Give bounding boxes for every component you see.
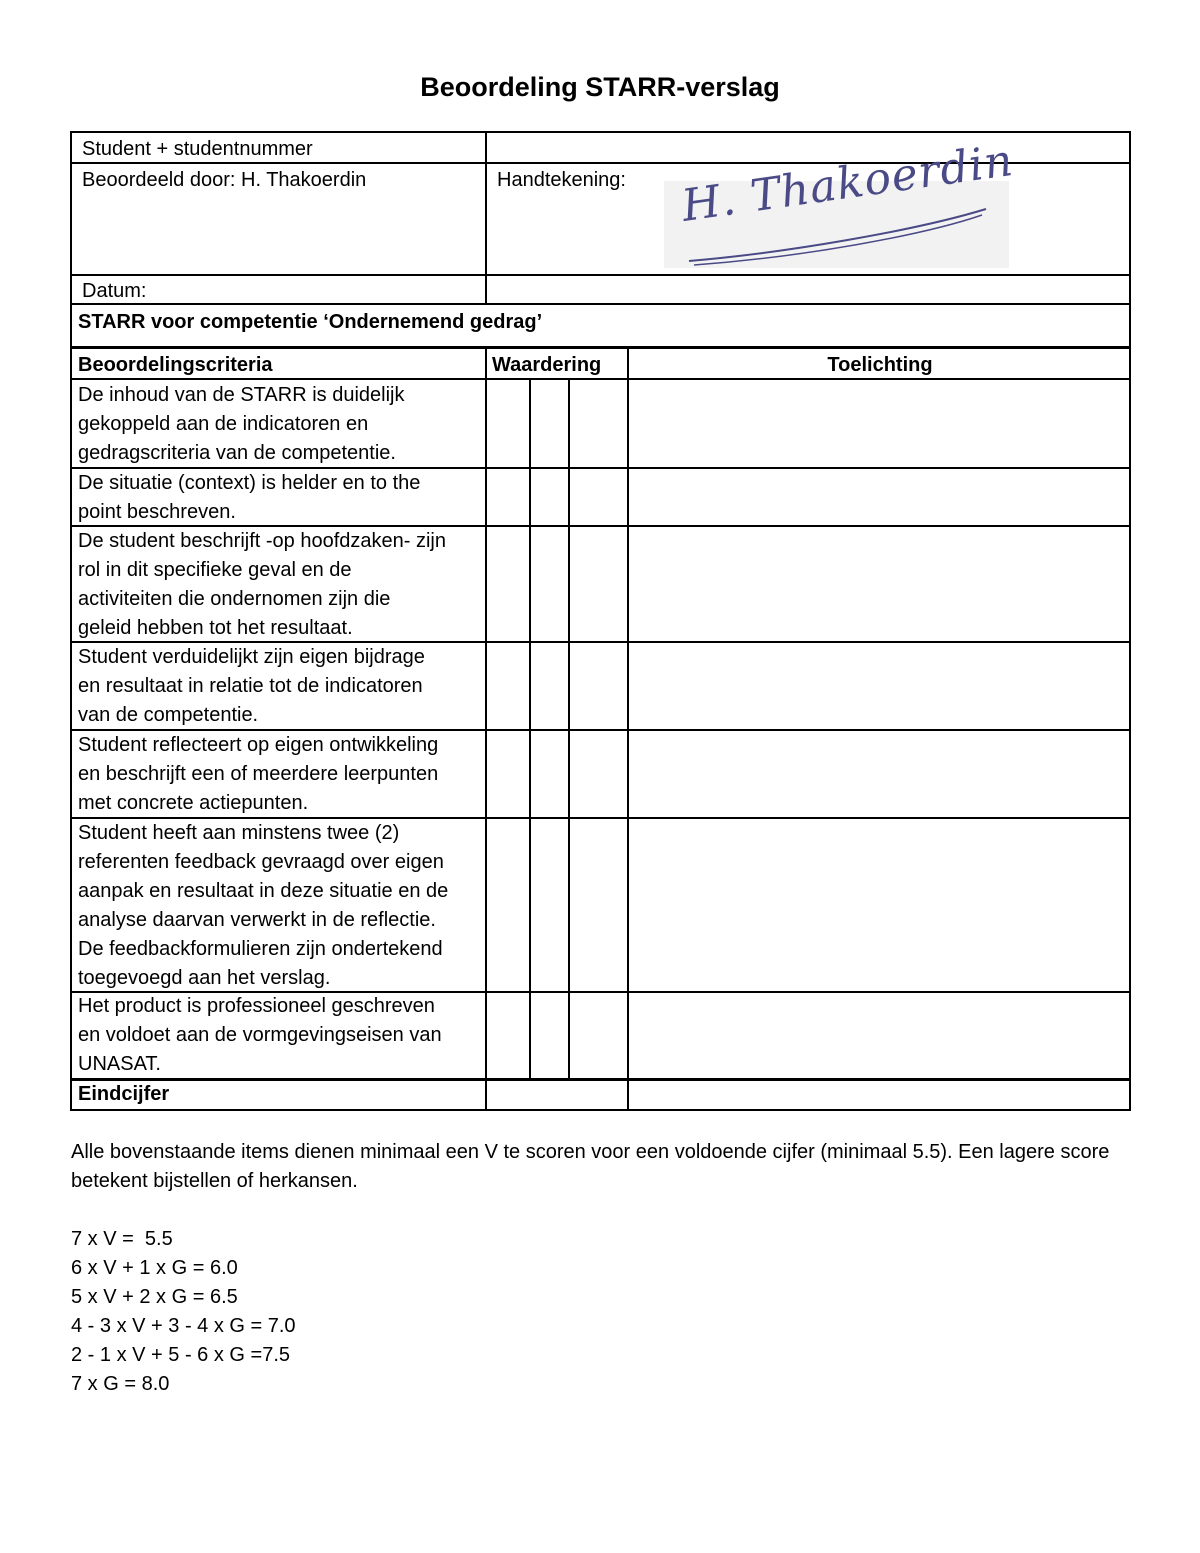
date-field[interactable] — [487, 276, 1129, 303]
student-label: Student + studentnummer — [72, 133, 487, 162]
date-row — [72, 276, 1129, 305]
assessor-label: Beoordeeld door: H. Thakoerdin — [72, 164, 487, 274]
criterion-text: De inhoud van de STARR is duidelijk gekoppeld aan de indicatoren en gedragscriteria van de competentie. — [78, 384, 405, 464]
signature-scribble: H. Thakoerdin — [678, 134, 1017, 232]
signature-image — [664, 134, 1017, 268]
student-info-table — [70, 131, 1131, 349]
criteria-table — [70, 349, 1131, 1111]
criterion-text: De situatie (context) is helder en to the point beschreven. — [78, 472, 421, 523]
scoring-note: Alle bovenstaande items dienen minimaal een V te scoren voor een voldoende cijfer (minimaal 5.5). Een lagere score betekent bijstellen of herkansen. — [71, 1141, 1110, 1192]
competence-title: STARR voor competentie ‘Ondernemend gedrag’ — [78, 311, 543, 333]
date-label: Datum: — [72, 276, 487, 303]
final-grade-label: Eindcijfer — [78, 1083, 170, 1105]
score-formula: 5 x V + 2 x G = 6.5 — [71, 1286, 238, 1308]
score-formula: 2 - 1 x V + 5 - 6 x G =7.5 — [71, 1344, 290, 1366]
score-formula: 7 x V = 5.5 — [71, 1228, 173, 1250]
final-grade-field[interactable] — [492, 1080, 622, 1108]
criterion-text: De student beschrijft -op hoofdzaken- zijn rol in dit specifieke geval en de activiteiten die ondernomen zijn die geleid hebben tot het resultaat. — [78, 530, 446, 639]
final-comment-field[interactable] — [632, 1080, 1127, 1108]
column-header-criteria: Beoordelingscriteria — [78, 354, 273, 376]
signature-label: Handtekening: — [497, 169, 626, 191]
score-formula: 4 - 3 x V + 3 - 4 x G = 7.0 — [71, 1315, 296, 1337]
criterion-text: Student reflecteert op eigen ontwikkeling en beschrijft een of meerdere leerpunten met concrete actiepunten. — [78, 734, 439, 814]
row-divider — [72, 378, 1129, 380]
signature-cell — [487, 134, 1129, 274]
criterion-text: Het product is professioneel geschreven en voldoet aan de vormgevingseisen van UNASAT. — [78, 995, 442, 1075]
criterion-text: Student verduidelijkt zijn eigen bijdrage en resultaat in relatie tot de indicatoren van de competentie. — [78, 646, 425, 726]
column-header-comment: Toelichting — [827, 354, 933, 376]
column-header-rating: Waardering — [492, 354, 602, 376]
criterion-text: Student heeft aan minstens twee (2) referenten feedback gevraagd over eigen aanpak en resultaat in deze situatie en de analyse daarvan verwerkt in de reflectie. De feedbackformulieren zijn ondertekend toegevoegd aan het verslag. — [78, 822, 449, 989]
page-title: Beoordeling STARR-verslag — [420, 72, 780, 102]
student-field[interactable] — [487, 133, 1129, 162]
score-formula: 6 x V + 1 x G = 6.0 — [71, 1257, 238, 1279]
signature-underline — [664, 181, 1009, 268]
score-formula: 7 x G = 8.0 — [71, 1373, 170, 1395]
score-formulas — [71, 1225, 296, 1399]
